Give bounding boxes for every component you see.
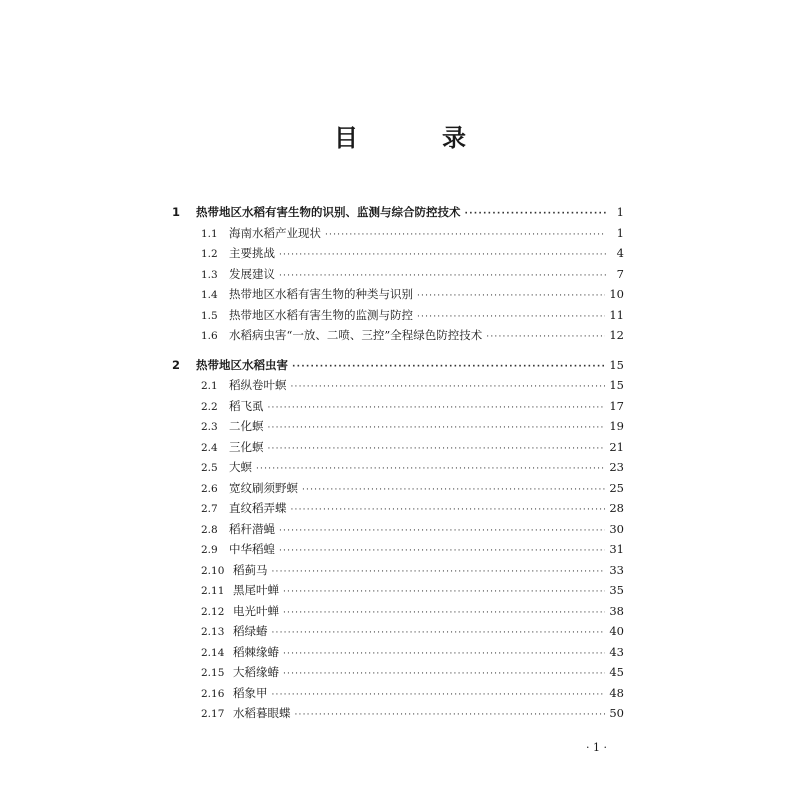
leader-dots bbox=[268, 444, 606, 454]
section-number: 2.3 bbox=[201, 421, 218, 433]
section-number: 1.5 bbox=[201, 309, 218, 322]
page-number: 50 bbox=[609, 706, 624, 720]
toc-section[interactable] bbox=[172, 603, 624, 624]
page-number: 4 bbox=[616, 246, 624, 260]
leader-dots bbox=[291, 505, 606, 515]
toc-chapter-1[interactable] bbox=[172, 204, 624, 225]
page-number: 43 bbox=[609, 644, 624, 659]
section-number: 2.11 bbox=[201, 585, 225, 597]
leader-dots bbox=[283, 649, 605, 659]
leader-dots bbox=[291, 382, 606, 392]
section-number: 2.12 bbox=[201, 605, 225, 618]
section-number: 2.9 bbox=[201, 544, 218, 556]
toc-section[interactable] bbox=[172, 377, 624, 398]
section-title: 发展建议 bbox=[229, 266, 275, 281]
section-number: 2.10 bbox=[201, 564, 225, 577]
toc-section[interactable] bbox=[172, 245, 624, 266]
chapter-number: 1 bbox=[172, 205, 181, 219]
leader-dots bbox=[279, 250, 606, 260]
leader-dots bbox=[268, 403, 606, 413]
toc-section[interactable] bbox=[172, 521, 624, 542]
toc-section[interactable] bbox=[172, 398, 624, 419]
leader-dots bbox=[268, 423, 606, 433]
leader-dots bbox=[295, 710, 606, 720]
section-number: 2.6 bbox=[201, 482, 218, 495]
page-number: 1 bbox=[616, 225, 624, 240]
toc-section[interactable] bbox=[172, 307, 624, 328]
page-number: 1 bbox=[616, 205, 624, 219]
toc-section[interactable] bbox=[172, 541, 624, 562]
toc-section[interactable] bbox=[172, 582, 624, 603]
toc-section[interactable] bbox=[172, 562, 624, 583]
toc-section[interactable] bbox=[172, 459, 624, 480]
page-number: 17 bbox=[609, 398, 624, 413]
section-number: 1.6 bbox=[201, 330, 218, 342]
section-number: 1.4 bbox=[201, 289, 218, 301]
leader-dots bbox=[302, 485, 605, 495]
section-number: 2.14 bbox=[201, 646, 225, 659]
toc-section[interactable] bbox=[172, 644, 624, 665]
section-title: 大螟 bbox=[229, 460, 252, 474]
leader-dots bbox=[486, 332, 605, 342]
leader-dots bbox=[256, 464, 605, 474]
section-number: 2.5 bbox=[201, 462, 218, 474]
toc-section[interactable] bbox=[172, 266, 624, 287]
leader-dots bbox=[283, 587, 605, 597]
section-title: 主要挑战 bbox=[229, 246, 275, 260]
toc-section[interactable] bbox=[172, 327, 624, 348]
section-title: 热带地区水稻有害生物的监测与防控 bbox=[229, 307, 413, 322]
page-number: 38 bbox=[609, 603, 624, 618]
toc-chapter-2[interactable] bbox=[172, 357, 624, 378]
section-number: 1.3 bbox=[201, 268, 218, 281]
section-title: 直纹稻弄蝶 bbox=[229, 501, 287, 515]
section-title: 水稻暮眼蝶 bbox=[233, 706, 291, 720]
page-number: 25 bbox=[609, 480, 624, 495]
section-title: 三化螟 bbox=[229, 439, 264, 454]
leader-dots bbox=[279, 271, 606, 281]
section-title: 中华稻蝗 bbox=[229, 542, 275, 556]
leader-dots bbox=[279, 526, 605, 536]
section-title: 大稻缘蝽 bbox=[233, 665, 279, 679]
page-number: 19 bbox=[609, 419, 624, 433]
leader-dots bbox=[279, 546, 605, 556]
page-number: 12 bbox=[609, 328, 624, 342]
section-title: 二化螟 bbox=[229, 419, 264, 433]
leader-dots bbox=[283, 669, 605, 679]
toc-section[interactable] bbox=[172, 480, 624, 501]
section-number: 2.15 bbox=[201, 667, 225, 679]
toc-section[interactable] bbox=[172, 500, 624, 521]
leader-dots bbox=[272, 690, 606, 700]
leader-dots bbox=[272, 628, 606, 638]
section-number: 2.2 bbox=[201, 400, 218, 413]
toc-section[interactable] bbox=[172, 664, 624, 685]
leader-dots bbox=[417, 312, 605, 322]
section-number: 2.16 bbox=[201, 687, 225, 700]
section-title: 稻飞虱 bbox=[229, 398, 264, 413]
leader-dots bbox=[272, 567, 606, 577]
page-number: 11 bbox=[609, 307, 624, 322]
section-number: 2.13 bbox=[201, 626, 225, 638]
section-title: 稻蓟马 bbox=[233, 562, 268, 577]
table-of-contents bbox=[172, 204, 624, 726]
page-number: 28 bbox=[609, 501, 624, 515]
page-number: 40 bbox=[609, 624, 624, 638]
section-number: 2.17 bbox=[201, 708, 225, 720]
section-number: 2.7 bbox=[201, 503, 218, 515]
toc-section[interactable] bbox=[172, 705, 624, 726]
section-title: 稻绿蝽 bbox=[233, 624, 268, 638]
section-title: 稻棘缘蝽 bbox=[233, 644, 279, 659]
toc-section[interactable] bbox=[172, 418, 624, 439]
chapter-title: 热带地区水稻虫害 bbox=[196, 357, 288, 372]
page-number: 23 bbox=[609, 460, 624, 474]
leader-dots bbox=[325, 230, 606, 240]
section-title: 电光叶蝉 bbox=[233, 603, 279, 618]
page-footer-number: · 1 · bbox=[586, 741, 607, 754]
section-title: 稻纵卷叶螟 bbox=[229, 378, 287, 392]
page-number: 33 bbox=[609, 562, 624, 577]
leader-dots bbox=[283, 608, 605, 618]
section-title: 水稻病虫害“一放、二喷、三控”全程绿色防控技术 bbox=[229, 328, 483, 342]
section-number: 2.8 bbox=[201, 523, 218, 536]
chapter-title: 热带地区水稻有害生物的识别、监测与综合防控技术 bbox=[196, 205, 461, 219]
section-title: 海南水稻产业现状 bbox=[229, 225, 321, 240]
section-number: 2.1 bbox=[201, 380, 218, 392]
page-number: 15 bbox=[609, 378, 624, 392]
section-title: 稻秆潜蝇 bbox=[229, 521, 275, 536]
chapter-spacer bbox=[172, 348, 624, 357]
page-number: 31 bbox=[609, 542, 624, 556]
page-title: 目 录 bbox=[334, 124, 496, 152]
page-number: 10 bbox=[609, 287, 624, 301]
page-number: 21 bbox=[609, 439, 624, 454]
page-number: 35 bbox=[609, 583, 624, 597]
toc-section[interactable] bbox=[172, 439, 624, 460]
page-number: 15 bbox=[609, 357, 624, 372]
chapter-number: 2 bbox=[172, 357, 181, 372]
section-title: 黑尾叶蝉 bbox=[233, 583, 279, 597]
section-number: 1.2 bbox=[201, 248, 218, 260]
leader-dots bbox=[465, 209, 607, 219]
page-number: 30 bbox=[609, 521, 624, 536]
toc-section[interactable] bbox=[172, 623, 624, 644]
toc-section[interactable] bbox=[172, 685, 624, 706]
page-number: 45 bbox=[609, 665, 624, 679]
toc-section[interactable] bbox=[172, 225, 624, 246]
section-title: 热带地区水稻有害生物的种类与识别 bbox=[229, 287, 413, 301]
toc-section[interactable] bbox=[172, 286, 624, 307]
section-title: 稻象甲 bbox=[233, 685, 268, 700]
leader-dots bbox=[417, 291, 605, 301]
page-number: 48 bbox=[609, 685, 624, 700]
leader-dots bbox=[292, 362, 605, 372]
section-number: 2.4 bbox=[201, 441, 218, 454]
page-number: 7 bbox=[616, 266, 624, 281]
section-number: 1.1 bbox=[201, 227, 218, 240]
section-title: 宽纹刷须野螟 bbox=[229, 480, 298, 495]
